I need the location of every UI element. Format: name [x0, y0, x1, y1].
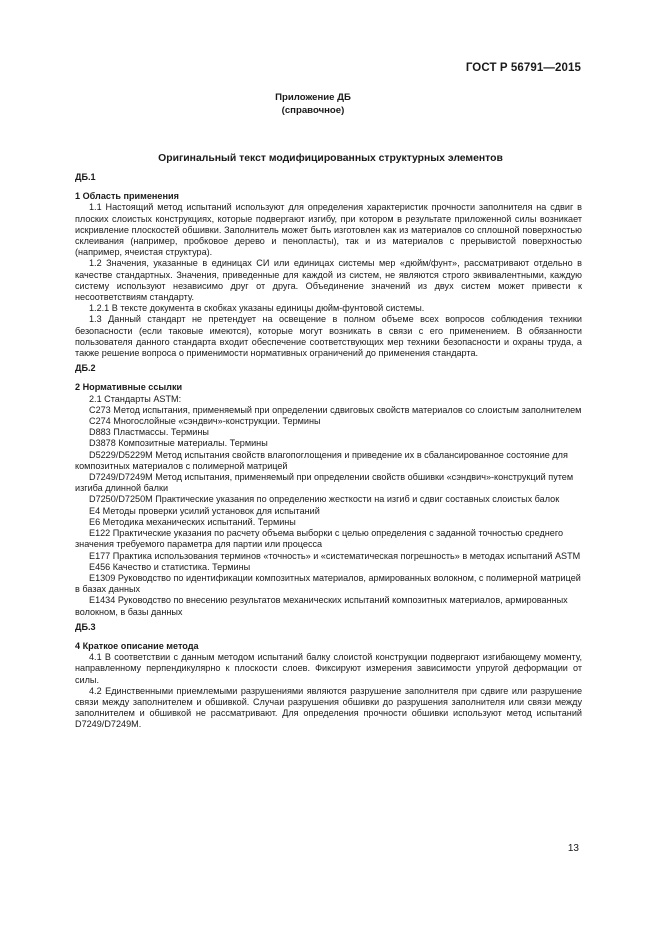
- section-label-db1: ДБ.1: [75, 172, 96, 182]
- document-body: [75, 172, 582, 731]
- section-heading-method-summary: 4 Краткое описание метода: [75, 640, 199, 651]
- references-intro: 2.1 Стандарты ASTM:: [89, 393, 182, 404]
- appendix-subtitle: (справочное): [281, 104, 345, 116]
- section-heading-references: 2 Нормативные ссылки: [75, 382, 183, 393]
- reference-item: D5229/D5229M Метод испытания свойств влагопоглощения и приведение их в сбалансированное состояние для композитных материалов с полимерной матрицей: [75, 449, 568, 471]
- reference-item: E4 Методы проверки усилий установок для испытаний: [89, 505, 320, 516]
- page-number: 13: [567, 843, 579, 854]
- section-label-db3: ДБ.3: [75, 621, 96, 632]
- paragraph-1-2-1: 1.2.1 В тексте документа в скобках указаны единицы дюйм-фунтовой системы.: [89, 303, 425, 314]
- reference-item: E456 Качество и статистика. Термины: [89, 561, 251, 572]
- reference-item: D883 Пластмассы. Термины: [89, 427, 209, 438]
- appendix-title: Приложение ДБ: [275, 92, 351, 103]
- main-title: Оригинальный текст модифицированных структурных элементов: [158, 153, 503, 164]
- paragraph-4-1: 4.1 В соответствии с данным методом испытаний балку слоистой конструкции подвергают изгибающему моменту, направленному перпендикулярно к плоскости слоев. Фиксируют измерения зависимости упругой деформации от силы.: [75, 652, 582, 685]
- section-label-db2: ДБ.2: [75, 363, 96, 374]
- paragraph-1-2: 1.2 Значения, указанные в единицах СИ или единицах системы мер «дюйм/фунт», рассматривают отдельно в качестве стандартных. Значения, приведенные для каждой из систем, не являются строго эквивалентными, каждую систему используют независимо друг от друга. Объединение значений из двух систем может привести к несоответствиям стандарту.: [75, 258, 582, 303]
- reference-item: E122 Практические указания по расчету объема выборки с целью определения с заданной точностью среднего значения требуемого параметра для партии или процесса: [75, 528, 564, 550]
- reference-item: E1309 Руководство по идентификации композитных материалов, армированных волокном, с полимерной матрицей в базах данных: [75, 572, 581, 595]
- reference-item: D7249/D7249M Метод испытания, применяемый при определении свойств обшивки «сэндвич»-конструкций путем изгиба длинной балки: [75, 472, 574, 494]
- reference-item: D3878 Композитные материалы. Термины: [89, 438, 268, 449]
- paragraph-4-2: 4.2 Единственными приемлемыми разрушениями являются разрушение заполнителя при сдвиге или разрушение связи между заполнителем и обшивкой. Случаи разрушения обшивки до разрушения заполнителя или связи между заполнителем и обшивкой не рассматривают. Для определения прочности обшивки используют метод испытаний D7249/D7249M.: [75, 685, 582, 730]
- section-heading-scope: 1 Область применения: [75, 191, 179, 202]
- reference-item: E177 Практика использования терминов «точность» и «систематическая погрешность» в методах испытаний ASTM: [89, 550, 581, 561]
- reference-item: E1434 Руководство по внесению результатов механических испытаний композитных материалов, армированных волокном, в базы данных: [75, 595, 568, 617]
- reference-item: D7250/D7250M Практические указания по определению жесткости на изгиб и сдвиг составных слоистых балок: [89, 494, 560, 505]
- appendix-heading: [0, 92, 626, 117]
- paragraph-1-3: 1.3 Данный стандарт не претендует на освещение в полном объеме всех вопросов соблюдения техники безопасности (если таковые имеются), которые могут возникать в связи с его применением. В обязанности пользователя данного стандарта входит обеспечение соответствующих мер техники безопасности и охраны труда, а также решение вопроса о применимости нормативных ограничений до применения стандарта.: [75, 314, 582, 359]
- document-code: ГОСТ Р 56791—2015: [465, 62, 581, 74]
- reference-item: E6 Методика механических испытаний. Термины: [89, 516, 296, 527]
- paragraph-1-1: 1.1 Настоящий метод испытаний используют для определения характеристик прочности заполнителя на сдвиг в плоских слоистых конструкциях, которые подвергают изгибу, при котором в результате приложенной силы возникает искривление плоскостей обшивки. Заполнитель может быть изготовлен как из материалов со сплошной поверхностью склеивания (например, пробковое дерево и пенопласты), так и из материалов с прерывистой поверхностью (например, ячеистая структура).: [75, 202, 582, 258]
- reference-item: C274 Многослойные «сэндвич»-конструкции. Термины: [89, 416, 321, 427]
- reference-item: C273 Метод испытания, применяемый при определении сдвиговых свойств материалов со слоистым заполнителем: [89, 404, 582, 415]
